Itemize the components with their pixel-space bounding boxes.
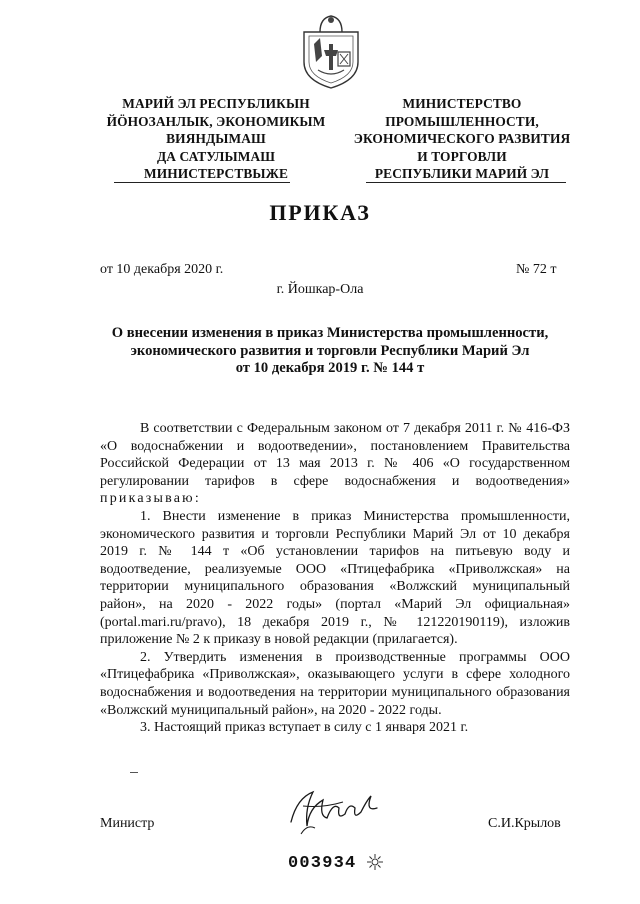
header-left-line: ВИЯНДЫМАШ [166,131,266,146]
header-right-line: РЕСПУБЛИКИ МАРИЙ ЭЛ [374,166,550,181]
header-right-line: ЭКОНОМИЧЕСКОГО РАЗВИТИЯ [353,131,571,146]
document-number: № 72 т [516,262,557,277]
ornament-icon [366,853,384,871]
document-subject [80,325,580,378]
preamble-text: В соответствии с Федеральным законом от 7 декабря 2011 г. № 416-ФЗ «О водоснабжении и водоотведении», постановлением Правительства Российской Федерации от 13 мая 2013 г. № 406 «О государственном регулировании тарифов в сфере водоснабжения и водоотведения» [100,421,570,489]
subject-line: экономического развития и торговли Республики Марий Эл [130,342,530,359]
handwritten-signature [283,778,383,840]
header-left-line: МИНИСТЕРСТВЫЖЕ [143,166,288,181]
header-left-underline [114,182,290,183]
margin-mark [130,772,138,773]
header-right-line: ПРОМЫШЛЕННОСТИ, [385,113,539,129]
header-left-line: МАРИЙ ЭЛ РЕСПУБЛИКЫН [122,96,310,111]
header-right-underline [366,182,566,183]
document-body [100,420,570,737]
serial-number: 003934 [288,854,357,873]
subject-line: О внесении изменения в приказ Министерства промышленности, [111,325,549,341]
signatory-position: Министр [100,816,155,831]
document-title: ПРИКАЗ [269,200,371,225]
subject-line: от 10 декабря 2019 г. № 144 т [235,360,425,376]
item-1: 1. Внести изменение в приказ Министерства промышленности, экономического развития и торговли Республики Марий Эл от 10 декабря 2019 г. № 144 т «Об установлении тарифов на питьевую воду и водоотведение, реализуемые ООО «Птицефабрика «Приволжская» на территории муниципального образования «Волжский муниципальный район», на 2020 - 2022 годы» (портал «Марий Эл официальная» (portal.mari.ru/pravo), 18 декабря 2019 г., № 121220190119), изложив приложение № 2 к приказу в новой редакции (прилагается). [100,508,570,648]
document-city: г. Йошкар-Ола [276,282,364,297]
header-left-mari [98,95,334,183]
coat-of-arms-icon [300,10,362,90]
header-left-line: ДА САТУЛЫМАШ [156,148,276,164]
document-date: от 10 декабря 2020 г. [100,262,224,277]
header-left-line: ЙÖНОЗАНЛЫК, ЭКОНОМИКЫМ [106,113,326,129]
header-right-russian [344,95,580,183]
signatory-name: С.И.Крылов [488,816,561,831]
preamble-paragraph [100,420,570,508]
item-3: 3. Настоящий приказ вступает в силу с 1 января 2021 г. [140,720,469,736]
order-word: приказываю: [100,491,201,507]
header-right-line: И ТОРГОВЛИ [417,148,507,164]
item-2: 2. Утвердить изменения в производственные программы ООО «Птицефабрика «Приволжская», оказывающего услуги в сфере холодного водоснабжения и водоотведения на территории муниципального образования «Волжский муниципальный район», на 2020 - 2022 годы. [100,649,570,718]
header-right-line: МИНИСТЕРСТВО [402,96,522,111]
